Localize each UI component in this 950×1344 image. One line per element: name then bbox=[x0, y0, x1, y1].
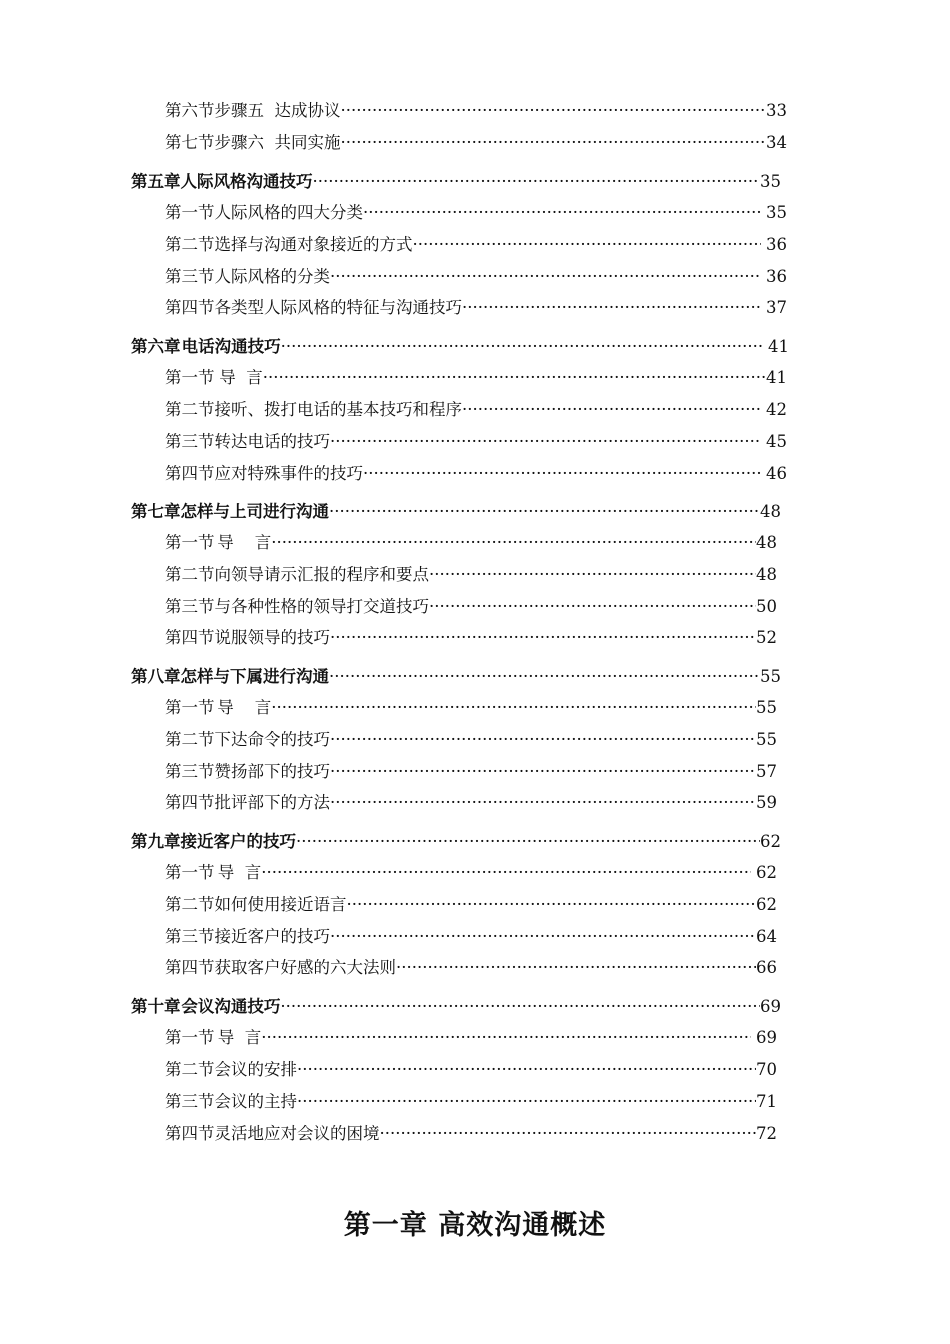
toc-leader-dots bbox=[271, 698, 756, 717]
toc-section-row[interactable] bbox=[165, 428, 787, 452]
toc-page-number: 66 bbox=[756, 958, 777, 977]
toc-leader-dots bbox=[363, 464, 761, 483]
toc-number: 第四节 bbox=[165, 958, 215, 977]
toc-number: 第七章 bbox=[131, 502, 181, 521]
toc-page-number: 62 bbox=[760, 832, 781, 851]
toc-title: 会议的主持 bbox=[214, 1092, 297, 1111]
toc-title: 怎样与上司进行沟通 bbox=[180, 502, 329, 521]
toc-number: 第一节 bbox=[165, 1028, 215, 1047]
toc-title: 与各种性格的领导打交道技巧 bbox=[214, 597, 429, 616]
toc-number: 第二节 bbox=[165, 400, 215, 419]
toc-number: 第三节 bbox=[165, 432, 215, 451]
toc-page-number: 46 bbox=[760, 464, 787, 483]
toc-page-number: 41 bbox=[766, 368, 787, 387]
toc-leader-dots bbox=[330, 628, 756, 647]
toc-title: 导 言 bbox=[217, 863, 262, 882]
toc-page-number: 55 bbox=[760, 667, 781, 686]
toc-title: 导 言 bbox=[219, 368, 263, 387]
toc-title: 下达命令的技巧 bbox=[214, 730, 330, 749]
toc-title: 批评部下的方法 bbox=[214, 793, 330, 812]
toc-page-number: 62 bbox=[750, 863, 777, 882]
toc-page-number: 62 bbox=[756, 895, 777, 914]
toc-leader-dots bbox=[313, 172, 761, 191]
toc-leader-dots bbox=[329, 667, 760, 686]
toc-number: 第四节 bbox=[165, 793, 215, 812]
toc-section-row[interactable] bbox=[165, 1024, 777, 1048]
toc-number: 第一节 bbox=[165, 203, 215, 222]
toc-title: 转达电话的技巧 bbox=[214, 432, 330, 451]
toc-leader-dots bbox=[261, 863, 751, 882]
toc-title: 接听、拨打电话的基本技巧和程序 bbox=[214, 400, 462, 419]
toc-leader-dots bbox=[429, 597, 756, 616]
toc-leader-dots bbox=[413, 235, 761, 254]
toc-chapter-row[interactable] bbox=[131, 498, 781, 522]
toc-page-number: 70 bbox=[756, 1060, 777, 1079]
toc-section-row[interactable] bbox=[165, 789, 777, 813]
toc-title: 电话沟通技巧 bbox=[181, 337, 281, 356]
toc-leader-dots bbox=[341, 133, 767, 152]
toc-leader-dots bbox=[296, 832, 760, 851]
toc-page-number: 52 bbox=[756, 628, 777, 647]
toc-title: 人际风格的分类 bbox=[214, 267, 330, 286]
toc-title: 应对特殊事件的技巧 bbox=[214, 464, 363, 483]
toc-section-row[interactable] bbox=[165, 758, 777, 782]
toc-title: 人际风格的四大分类 bbox=[214, 203, 363, 222]
toc-page-number: 48 bbox=[756, 533, 777, 552]
toc-title: 导 言 bbox=[217, 1028, 262, 1047]
toc-page-number: 69 bbox=[750, 1028, 777, 1047]
toc-leader-dots bbox=[363, 203, 761, 222]
toc-section-row[interactable] bbox=[165, 231, 787, 255]
toc-leader-dots bbox=[429, 565, 756, 584]
toc-page-number: 72 bbox=[756, 1124, 777, 1143]
toc-leader-dots bbox=[462, 298, 761, 317]
toc-number: 第三节 bbox=[165, 762, 215, 781]
toc-number: 第三节 bbox=[165, 927, 215, 946]
chapter-heading: 第一章 高效沟通概述 bbox=[343, 1210, 607, 1241]
toc-leader-dots bbox=[380, 1124, 757, 1143]
toc-number: 第二节 bbox=[165, 895, 215, 914]
toc-chapter-row[interactable] bbox=[131, 663, 781, 687]
toc-number: 第一节 bbox=[165, 698, 215, 717]
toc-section-row[interactable] bbox=[165, 954, 777, 978]
toc-number: 第七节 bbox=[165, 133, 215, 152]
toc-number: 第四节 bbox=[165, 628, 215, 647]
toc-section-row[interactable] bbox=[165, 561, 777, 585]
toc-number: 第三节 bbox=[165, 597, 215, 616]
toc-number: 第九章 bbox=[131, 832, 181, 851]
toc-number: 第四节 bbox=[165, 1124, 215, 1143]
toc-page-number: 50 bbox=[756, 597, 777, 616]
toc-leader-dots bbox=[330, 762, 756, 781]
toc-page-number: 35 bbox=[760, 203, 787, 222]
toc-page-number: 48 bbox=[756, 565, 777, 584]
toc-leader-dots bbox=[347, 895, 757, 914]
toc-number: 第一节 bbox=[165, 368, 215, 387]
toc-chapter-row[interactable] bbox=[131, 828, 781, 852]
toc-number: 第二节 bbox=[165, 730, 215, 749]
toc-title: 人际风格沟通技巧 bbox=[180, 172, 313, 191]
toc-leader-dots bbox=[341, 101, 767, 120]
toc-number: 第四节 bbox=[165, 464, 215, 483]
toc-page-number: 33 bbox=[766, 101, 787, 120]
toc-page-number: 45 bbox=[760, 432, 787, 451]
toc-section-row[interactable] bbox=[165, 364, 787, 388]
toc-title: 接近客户的技巧 bbox=[180, 832, 296, 851]
toc-title: 怎样与下属进行沟通 bbox=[180, 667, 329, 686]
toc-page-number: 55 bbox=[756, 730, 777, 749]
toc-number: 第三节 bbox=[165, 1092, 215, 1111]
toc-title: 灵活地应对会议的困境 bbox=[214, 1124, 380, 1143]
toc-section-row[interactable] bbox=[165, 923, 777, 947]
toc-title: 选择与沟通对象接近的方式 bbox=[214, 235, 413, 254]
toc-section-row[interactable] bbox=[165, 460, 787, 484]
toc-number: 第六章 bbox=[131, 337, 181, 356]
toc-number: 第五章 bbox=[131, 172, 181, 191]
toc-page-number: 35 bbox=[760, 172, 781, 191]
toc-section-row[interactable] bbox=[165, 859, 777, 883]
toc-page-number: 42 bbox=[760, 400, 787, 419]
toc-section-row[interactable] bbox=[165, 129, 787, 153]
toc-title: 步骤六 共同实施 bbox=[214, 133, 341, 152]
toc-section-row[interactable] bbox=[165, 891, 777, 915]
toc-leader-dots bbox=[297, 1060, 756, 1079]
toc-page-number: 36 bbox=[760, 267, 787, 286]
toc-chapter-row[interactable] bbox=[131, 993, 781, 1017]
toc-title: 会议的安排 bbox=[214, 1060, 297, 1079]
toc-leader-dots bbox=[330, 793, 756, 812]
toc-number: 第十章 bbox=[131, 997, 181, 1016]
toc-leader-dots bbox=[271, 533, 756, 552]
toc-number: 第四节 bbox=[165, 298, 215, 317]
toc-title: 向领导请示汇报的程序和要点 bbox=[214, 565, 429, 584]
toc-section-row[interactable] bbox=[165, 1056, 777, 1080]
toc-leader-dots bbox=[330, 432, 761, 451]
toc-page-number: 48 bbox=[760, 502, 781, 521]
toc-page-number: 69 bbox=[760, 997, 781, 1016]
toc-section-row[interactable] bbox=[165, 396, 787, 420]
toc-leader-dots bbox=[281, 337, 763, 356]
toc-number: 第六节 bbox=[165, 101, 215, 120]
toc-title: 导 言 bbox=[217, 533, 272, 552]
toc-leader-dots bbox=[329, 502, 760, 521]
toc-title: 赞扬部下的技巧 bbox=[214, 762, 330, 781]
toc-number: 第二节 bbox=[165, 235, 215, 254]
toc-page-number: 59 bbox=[756, 793, 777, 812]
toc-section-row[interactable] bbox=[165, 97, 787, 121]
toc-page-number: 55 bbox=[756, 698, 777, 717]
toc-section-row[interactable] bbox=[165, 1120, 777, 1144]
toc-leader-dots bbox=[263, 368, 766, 387]
toc-leader-dots bbox=[462, 400, 761, 419]
toc-section-row[interactable] bbox=[165, 294, 787, 318]
toc-section-row[interactable] bbox=[165, 1088, 777, 1112]
toc-leader-dots bbox=[261, 1028, 751, 1047]
toc-section-row[interactable] bbox=[165, 726, 777, 750]
toc-page-number: 34 bbox=[766, 133, 787, 152]
toc-title: 导 言 bbox=[217, 698, 272, 717]
toc-page-number: 41 bbox=[762, 337, 789, 356]
toc-chapter-row[interactable] bbox=[131, 333, 789, 357]
toc-leader-dots bbox=[330, 927, 756, 946]
toc-section-row[interactable] bbox=[165, 199, 787, 223]
toc-title: 如何使用接近语言 bbox=[214, 895, 347, 914]
toc-section-row[interactable] bbox=[165, 694, 777, 718]
toc-number: 第二节 bbox=[165, 1060, 215, 1079]
toc-leader-dots bbox=[280, 997, 760, 1016]
toc-page-number: 37 bbox=[760, 298, 787, 317]
toc-section-row[interactable] bbox=[165, 624, 777, 648]
toc-chapter-row[interactable] bbox=[131, 168, 781, 192]
toc-number: 第二节 bbox=[165, 565, 215, 584]
toc-page-number: 36 bbox=[760, 235, 787, 254]
toc-title: 说服领导的技巧 bbox=[214, 628, 330, 647]
toc-number: 第三节 bbox=[165, 267, 215, 286]
toc-leader-dots bbox=[330, 267, 761, 286]
toc-page-number: 64 bbox=[756, 927, 777, 946]
toc-section-row[interactable] bbox=[165, 593, 777, 617]
toc-title: 各类型人际风格的特征与沟通技巧 bbox=[214, 298, 462, 317]
toc-leader-dots bbox=[330, 730, 756, 749]
toc-number: 第一节 bbox=[165, 863, 215, 882]
toc-title: 会议沟通技巧 bbox=[181, 997, 281, 1016]
toc-page-number: 71 bbox=[756, 1092, 777, 1111]
toc-number: 第一节 bbox=[165, 533, 215, 552]
toc-section-row[interactable] bbox=[165, 529, 777, 553]
toc-page-number: 57 bbox=[756, 762, 777, 781]
toc-title: 步骤五 达成协议 bbox=[214, 101, 341, 120]
toc-leader-dots bbox=[297, 1092, 756, 1111]
toc-number: 第八章 bbox=[131, 667, 181, 686]
toc-leader-dots bbox=[396, 958, 756, 977]
toc-title: 获取客户好感的六大法则 bbox=[214, 958, 396, 977]
toc-title: 接近客户的技巧 bbox=[214, 927, 330, 946]
toc-section-row[interactable] bbox=[165, 263, 787, 287]
